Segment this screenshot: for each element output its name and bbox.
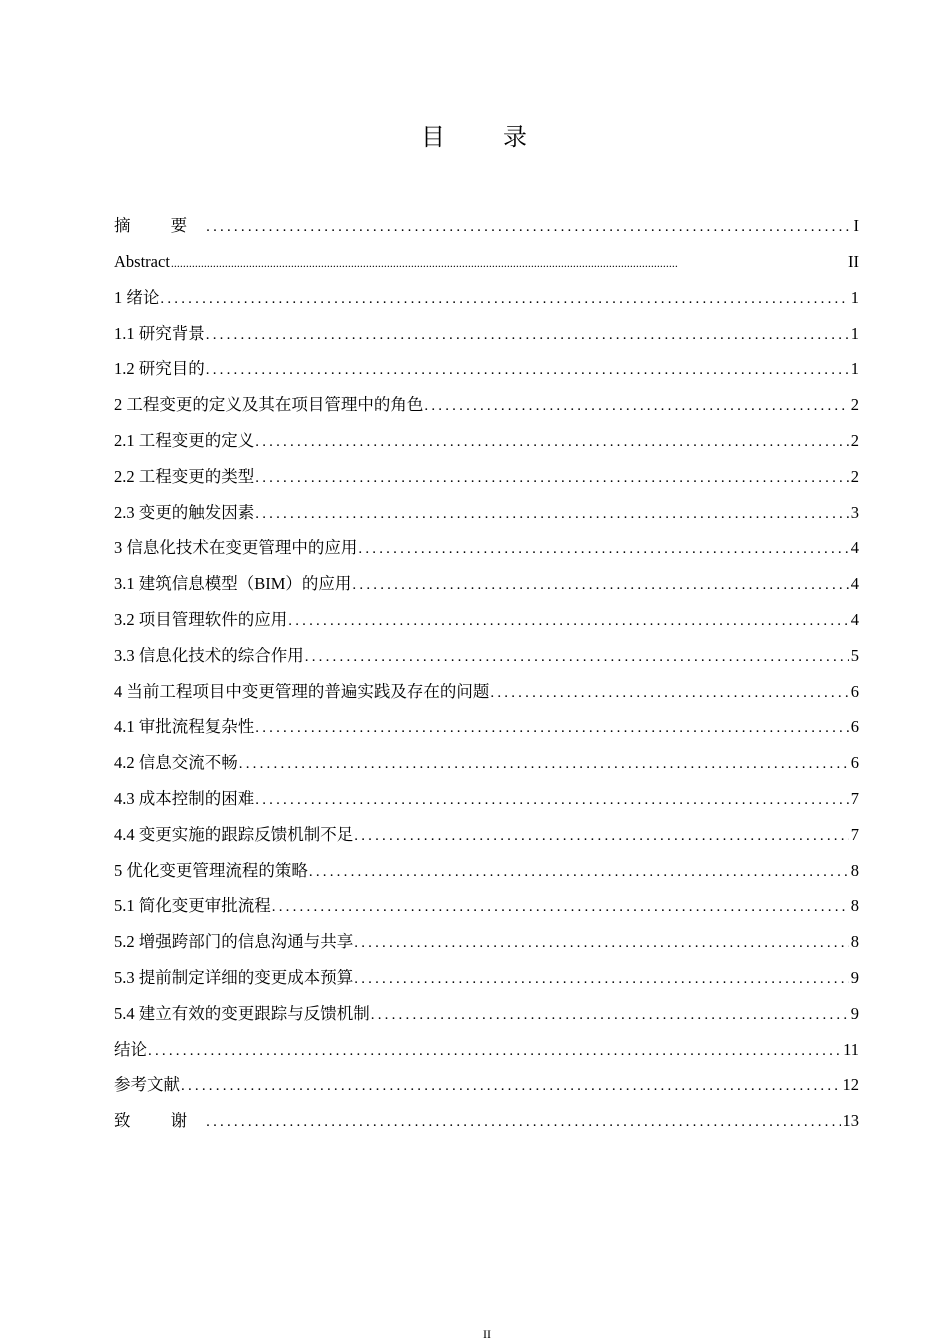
toc-entry-page: 11	[843, 1039, 859, 1059]
toc-entry-label: 3.2 项目管理软件的应用	[114, 609, 288, 629]
toc-entry-page: II	[848, 252, 859, 271]
toc-leader-dots	[288, 604, 849, 640]
toc-leader-dots	[255, 711, 849, 747]
toc-entry[interactable]	[114, 1032, 859, 1068]
toc-leader-dots	[358, 532, 848, 568]
toc-entry-page: 2	[850, 466, 859, 486]
toc-leader-dots	[255, 497, 849, 533]
toc-leader-dots	[354, 926, 849, 962]
toc-leader-dots	[206, 1105, 840, 1141]
toc-entry-label: 5.3 提前制定详细的变更成本预算	[114, 967, 354, 987]
toc-entry[interactable]	[114, 351, 859, 387]
toc-entry-page: 7	[850, 788, 859, 808]
toc-entry-page: 3	[850, 502, 859, 522]
toc-leader-dots	[206, 353, 849, 389]
toc-entry-page: 13	[842, 1111, 859, 1131]
toc-entry-page: 2	[850, 395, 859, 415]
toc-entry[interactable]	[114, 853, 859, 889]
toc-entry-page: I	[853, 216, 859, 235]
toc-leader-dots	[272, 890, 849, 926]
toc-entry[interactable]	[114, 674, 859, 710]
toc-leader-dots	[354, 819, 849, 855]
table-of-contents	[114, 208, 859, 1139]
toc-entry-label: 3 信息化技术在变更管理中的应用	[114, 538, 358, 558]
toc-leader-dots	[255, 461, 849, 497]
toc-entry[interactable]	[114, 566, 859, 602]
toc-entry-label: 致 谢	[114, 1111, 206, 1131]
toc-entry[interactable]	[114, 709, 859, 745]
toc-entry-label: 4.1 审批流程复杂性	[114, 717, 255, 737]
toc-entry-label: 2.1 工程变更的定义	[114, 430, 255, 450]
toc-entry[interactable]	[114, 996, 859, 1032]
toc-leader-dots	[206, 210, 851, 246]
toc-entry-label: 1.2 研究目的	[114, 359, 205, 379]
toc-leader-dots	[239, 747, 849, 783]
toc-leader-dots	[255, 425, 849, 461]
toc-entry[interactable]	[114, 387, 859, 423]
toc-entry[interactable]	[114, 638, 859, 674]
toc-entry[interactable]	[114, 602, 859, 638]
toc-entry-page: 1	[850, 359, 859, 379]
toc-entry-page: 8	[850, 896, 859, 916]
toc-entry-page: 1	[850, 287, 859, 307]
toc-entry-label: 1 绪论	[114, 287, 160, 307]
toc-leader-dots	[160, 282, 848, 318]
toc-entry-label: Abstract	[114, 252, 170, 271]
toc-entry-page: 8	[850, 932, 859, 952]
toc-entry-label: 参考文献	[114, 1075, 180, 1095]
toc-leader-dots	[309, 855, 849, 891]
toc-entry-page: 8	[850, 860, 859, 880]
toc-entry-label: 2 工程变更的定义及其在项目管理中的角色	[114, 395, 424, 415]
toc-leader-dots	[171, 246, 846, 282]
toc-entry-label: 4.2 信息交流不畅	[114, 753, 238, 773]
toc-entry-page: 12	[842, 1075, 859, 1095]
toc-entry[interactable]	[114, 495, 859, 531]
toc-entry-label: 5.1 简化变更审批流程	[114, 896, 271, 916]
toc-entry[interactable]	[114, 244, 859, 280]
toc-entry[interactable]	[114, 280, 859, 316]
toc-leader-dots	[305, 640, 849, 676]
toc-entry-label: 4.3 成本控制的困难	[114, 788, 255, 808]
toc-entry-page: 4	[850, 609, 859, 629]
toc-entry-page: 2	[850, 430, 859, 450]
toc-leader-dots	[354, 962, 849, 998]
toc-entry-page: 5	[850, 645, 859, 665]
toc-entry[interactable]	[114, 817, 859, 853]
toc-entry[interactable]	[114, 924, 859, 960]
toc-entry-page: 6	[850, 717, 859, 737]
toc-entry-label: 2.2 工程变更的类型	[114, 466, 255, 486]
toc-leader-dots	[181, 1069, 841, 1105]
toc-entry[interactable]	[114, 459, 859, 495]
toc-entry-page: 4	[850, 574, 859, 594]
toc-entry[interactable]	[114, 316, 859, 352]
toc-entry-label: 5 优化变更管理流程的策略	[114, 860, 308, 880]
page-number: II	[483, 1327, 491, 1341]
toc-leader-dots	[148, 1034, 841, 1070]
toc-entry[interactable]	[114, 960, 859, 996]
toc-entry-label: 1.1 研究背景	[114, 323, 205, 343]
toc-entry-page: 9	[850, 1003, 859, 1023]
toc-entry-label: 3.3 信息化技术的综合作用	[114, 645, 304, 665]
toc-leader-dots	[352, 568, 848, 604]
toc-entry[interactable]	[114, 1067, 859, 1103]
toc-entry-label: 结论	[114, 1039, 147, 1059]
toc-entry-label: 5.4 建立有效的变更跟踪与反馈机制	[114, 1003, 370, 1023]
toc-entry-page: 6	[850, 681, 859, 701]
toc-entry-label: 3.1 建筑信息模型（BIM）的应用	[114, 574, 352, 594]
toc-leader-dots	[424, 389, 848, 425]
toc-entry-label: 5.2 增强跨部门的信息沟通与共享	[114, 932, 354, 952]
toc-entry-label: 摘 要	[114, 216, 206, 235]
toc-entry-page: 6	[850, 753, 859, 773]
toc-entry[interactable]	[114, 888, 859, 924]
toc-leader-dots	[490, 676, 848, 712]
toc-entry-page: 9	[850, 967, 859, 987]
page-title: 目 录	[421, 125, 553, 151]
toc-entry-label: 4.4 变更实施的跟踪反馈机制不足	[114, 824, 354, 844]
toc-entry-page: 4	[850, 538, 859, 558]
toc-entry[interactable]	[114, 208, 859, 244]
toc-entry-label: 4 当前工程项目中变更管理的普遍实践及存在的问题	[114, 681, 490, 701]
toc-entry-label: 2.3 变更的触发因素	[114, 502, 255, 522]
toc-entry[interactable]	[114, 1103, 859, 1139]
toc-leader-dots	[255, 783, 849, 819]
toc-leader-dots	[371, 998, 849, 1034]
toc-entry[interactable]	[114, 745, 859, 781]
toc-entry[interactable]	[114, 781, 859, 817]
toc-entry[interactable]	[114, 423, 859, 459]
toc-entry-page: 1	[850, 323, 859, 343]
toc-leader-dots	[206, 318, 849, 354]
toc-entry-page: 7	[850, 824, 859, 844]
toc-entry[interactable]	[114, 530, 859, 566]
